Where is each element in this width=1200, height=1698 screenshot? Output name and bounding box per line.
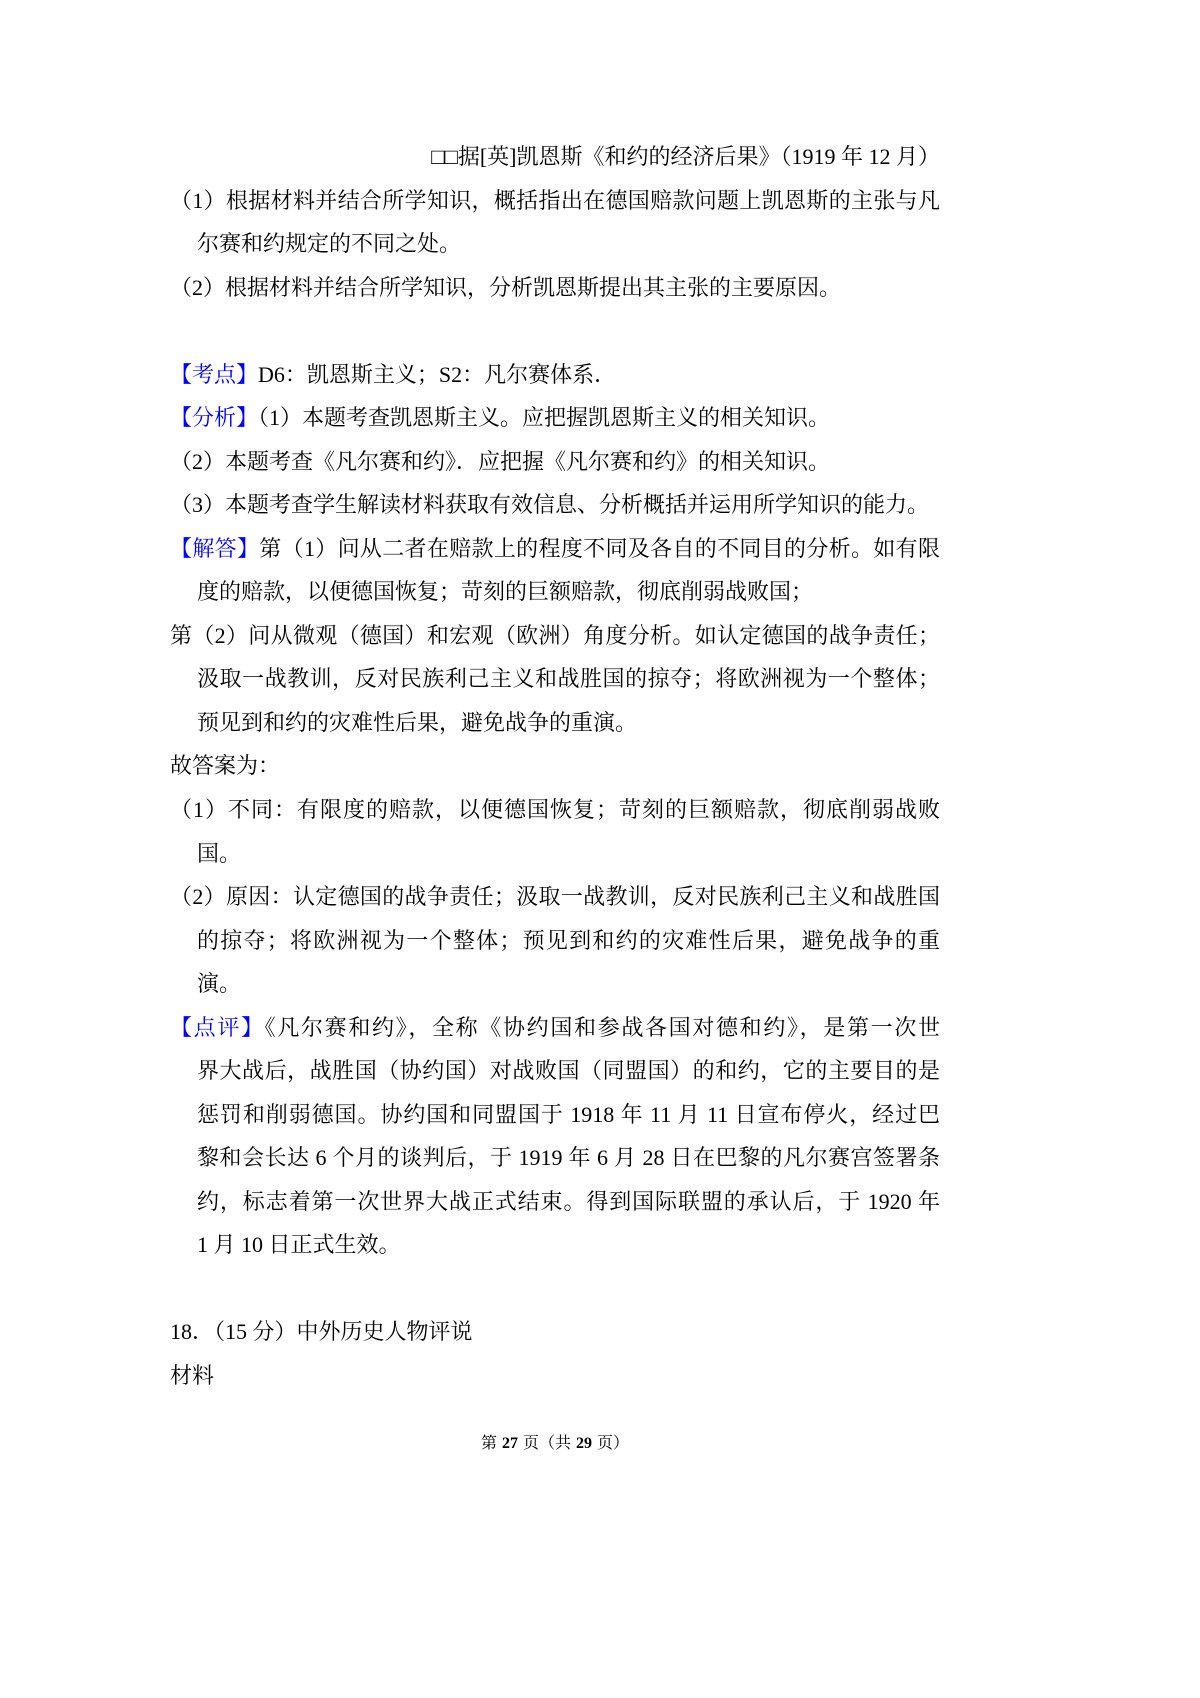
answer-2-line-3: 演。 (197, 971, 242, 997)
next-question-title: 18．（15 分）中外历史人物评说 (170, 1319, 473, 1345)
dianping-line-2: 界大战后，战胜国（协约国）对战败国（同盟国）的和约，它的主要目的是 (197, 1058, 940, 1084)
jieda-line-1 (170, 527, 940, 571)
answer-2-line-2: 的掠夺；将欧洲视为一个整体；预见到和约的灾难性后果，避免战争的重 (197, 927, 940, 953)
dianping-line-4: 黎和会长达 6 个月的谈判后，于 1919 年 6 月 28 日在巴黎的凡尔赛宫签署条 (197, 1145, 940, 1171)
jieda-tag: 【解答】 (170, 535, 260, 561)
jieda-text-1: 第（1）问从二者在赔款上的程度不同及各自的不同目的分析。如有限 (259, 535, 940, 561)
answer-1-line-1: （1）不同：有限度的赔款，以便德国恢复；苛刻的巨额赔款，彻底削弱战败 (170, 796, 940, 822)
blank-line (0, 1267, 1200, 1311)
answer-1-line-2: 国。 (197, 840, 242, 866)
kaodian-section (170, 353, 940, 397)
blank-line (0, 309, 1200, 353)
fenxi-tag: 【分析】 (170, 405, 259, 431)
footer-middle: 页（共 (522, 1435, 571, 1452)
dianping-tag: 【点评】 (170, 1014, 265, 1040)
total-pages-number: 29 (576, 1435, 592, 1452)
fenxi-line-3: （3）本题考查学生解读材料获取有效信息、分析概括并运用所学知识的能力。 (170, 492, 930, 518)
jieda-part2-line-1: 第（2）问从微观（德国）和宏观（欧洲）角度分析。如认定德国的战争责任； (170, 622, 940, 648)
jieda-part2-line-3: 预见到和约的灾难性后果，避免战争的重演。 (197, 709, 638, 735)
footer-suffix: 页） (597, 1435, 630, 1452)
kaodian-tag: 【考点】 (170, 361, 259, 387)
material-label: 材料 (170, 1362, 215, 1388)
question-1-line-2: 尔赛和约规定的不同之处。 (197, 231, 462, 257)
fenxi-line-1 (170, 396, 940, 440)
kaodian-text: D6：凯恩斯主义；S2：凡尔赛体系． (258, 361, 617, 387)
fenxi-text-1: （1）本题考查凯恩斯主义。应把握凯恩斯主义的相关知识。 (258, 405, 831, 431)
answer-intro: 故答案为： (170, 753, 281, 779)
fenxi-line-2: （2）本题考查《凡尔赛和约》．应把握《凡尔赛和约》的相关知识。 (170, 448, 831, 474)
dianping-line-5: 约，标志着第一次世界大战正式结束。得到国际联盟的承认后，于 1920 年 (197, 1188, 940, 1214)
current-page-number: 27 (501, 1435, 518, 1452)
page-footer (170, 1432, 940, 1456)
question-1-line-1: （1）根据材料并结合所学知识，概括指出在德国赔款问题上凯恩斯的主张与凡 (170, 187, 940, 213)
dianping-text-1: 《凡尔赛和约》，全称《协约国和参战各国对德和约》，是第一次世 (264, 1014, 940, 1040)
footer-prefix: 第 (480, 1435, 497, 1452)
question-2-line-1: （2）根据材料并结合所学知识，分析凯恩斯提出其主张的主要原因。 (170, 274, 842, 300)
document-content (0, 135, 1200, 1397)
material-source-citation: □□据[英]凯恩斯《和约的经济后果》（1919 年 12 月） (431, 144, 940, 169)
dianping-line-1 (170, 1006, 940, 1050)
jieda-line-2: 度的赔款，以便德国恢复；苛刻的巨额赔款，彻底削弱战败国； (197, 579, 814, 605)
answer-2-line-1: （2）原因：认定德国的战争责任；汲取一战教训，反对民族利己主义和战胜国 (170, 884, 940, 910)
dianping-line-6: 1 月 10 日正式生效。 (197, 1232, 401, 1258)
jieda-part2-line-2: 汲取一战教训，反对民族利己主义和战胜国的掠夺；将欧洲视为一个整体； (197, 666, 940, 692)
dianping-line-3: 惩罚和削弱德国。协约国和同盟国于 1918 年 11 月 11 日宣布停火，经过巴 (197, 1101, 940, 1127)
